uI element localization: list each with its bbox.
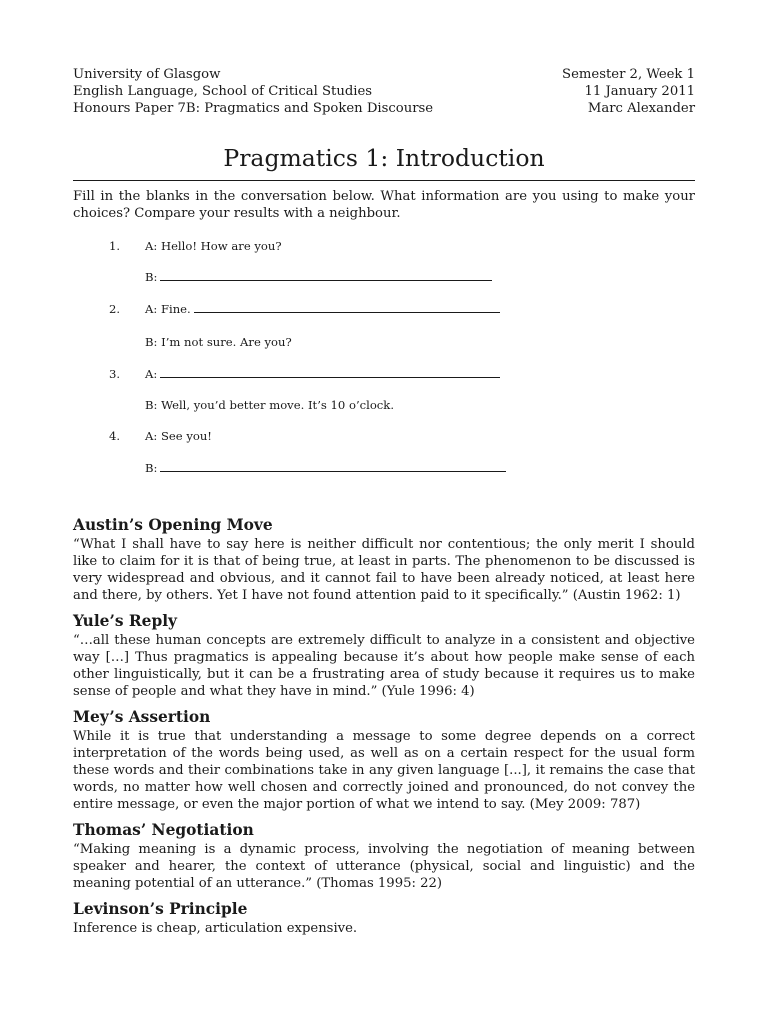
speaker-b-line: B: I’m not sure. Are you?: [145, 335, 292, 349]
instructions: Fill in the blanks in the conversation below. What information are you using to make your choices? Compare your results with a neighbour.: [73, 189, 695, 221]
section-levinson: [73, 899, 695, 937]
answer-blank[interactable]: [160, 460, 506, 472]
section-text: “Making meaning is a dynamic process, involving the negotiation of meaning between speaker and hearer, the context of utterance (physical, social and linguistic) and the meaning potential of an utterance.” (Thomas 1995: 22): [73, 842, 695, 891]
section-heading: Mey’s Assertion: [73, 708, 211, 726]
item-number: 1.: [109, 239, 121, 253]
speaker-b-line: B: Well, you’d better move. It’s 10 o’clock.: [145, 398, 395, 412]
section-thomas: [73, 820, 695, 892]
answer-blank[interactable]: [194, 301, 500, 313]
header: [73, 66, 695, 117]
section-heading: Levinson’s Principle: [73, 900, 248, 918]
section-text: While it is true that understanding a message to some degree depends on a correct interpretation of the words being used, as well as on a certain respect for the usual form these words and their combinations take in any given language [...], it remains the case that words, no matter how well chosen and correctly joined and pronounced, do not convey the entire message, or even the major portion of what we intend to say. (Mey 2009: 787): [73, 729, 695, 812]
answer-blank[interactable]: [160, 269, 492, 281]
section-text: Inference is cheap, articulation expensive.: [73, 921, 358, 936]
speaker-b-label: B:: [145, 270, 158, 284]
section-austin: [73, 515, 695, 604]
item-number: 2.: [109, 302, 121, 316]
speaker-b-label: B:: [145, 461, 158, 475]
section-heading: Austin’s Opening Move: [73, 516, 273, 534]
section-mey: [73, 707, 695, 813]
section-heading: Thomas’ Negotiation: [73, 821, 254, 839]
section-text: “What I shall have to say here is neither difficult nor contentious; the only merit I should like to claim for it is that of being true, at least in parts. The phenomenon to be discussed is very widespread and obvious, and it cannot fail to have been already noticed, at least here and there, by others. Yet I have not found attention paid to it specifically.” (Austin 1962: 1): [73, 537, 695, 603]
quotations: [73, 515, 695, 944]
semester-week: Semester 2, Week 1: [562, 67, 695, 82]
section-heading: Yule’s Reply: [73, 612, 177, 630]
section-yule: [73, 611, 695, 700]
speaker-a-label: A:: [145, 367, 158, 381]
answer-blank[interactable]: [160, 366, 500, 378]
course: Honours Paper 7B: Pragmatics and Spoken Discourse: [73, 101, 434, 116]
date: 11 January 2011: [584, 84, 695, 99]
speaker-a-line: A: See you!: [145, 429, 212, 443]
item-number: 4.: [109, 429, 121, 443]
institution: University of Glasgow: [73, 67, 221, 82]
item-number: 3.: [109, 367, 121, 381]
department: English Language, School of Critical Studies: [73, 84, 373, 99]
speaker-a-line: A: Hello! How are you?: [145, 239, 282, 253]
page-title: Pragmatics 1: Introduction: [223, 144, 545, 172]
speaker-a-line: A: Fine.: [145, 302, 191, 316]
section-text: “…all these human concepts are extremely difficult to analyze in a consistent and objective way […] Thus pragmatics is appealing because it’s about how people make sense of each other linguistically, but it can be a frustrating area of study because it requires us to make sense of people and what they have in mind.” (Yule 1996: 4): [73, 633, 695, 699]
title-divider: [73, 180, 695, 181]
author: Marc Alexander: [587, 101, 695, 116]
